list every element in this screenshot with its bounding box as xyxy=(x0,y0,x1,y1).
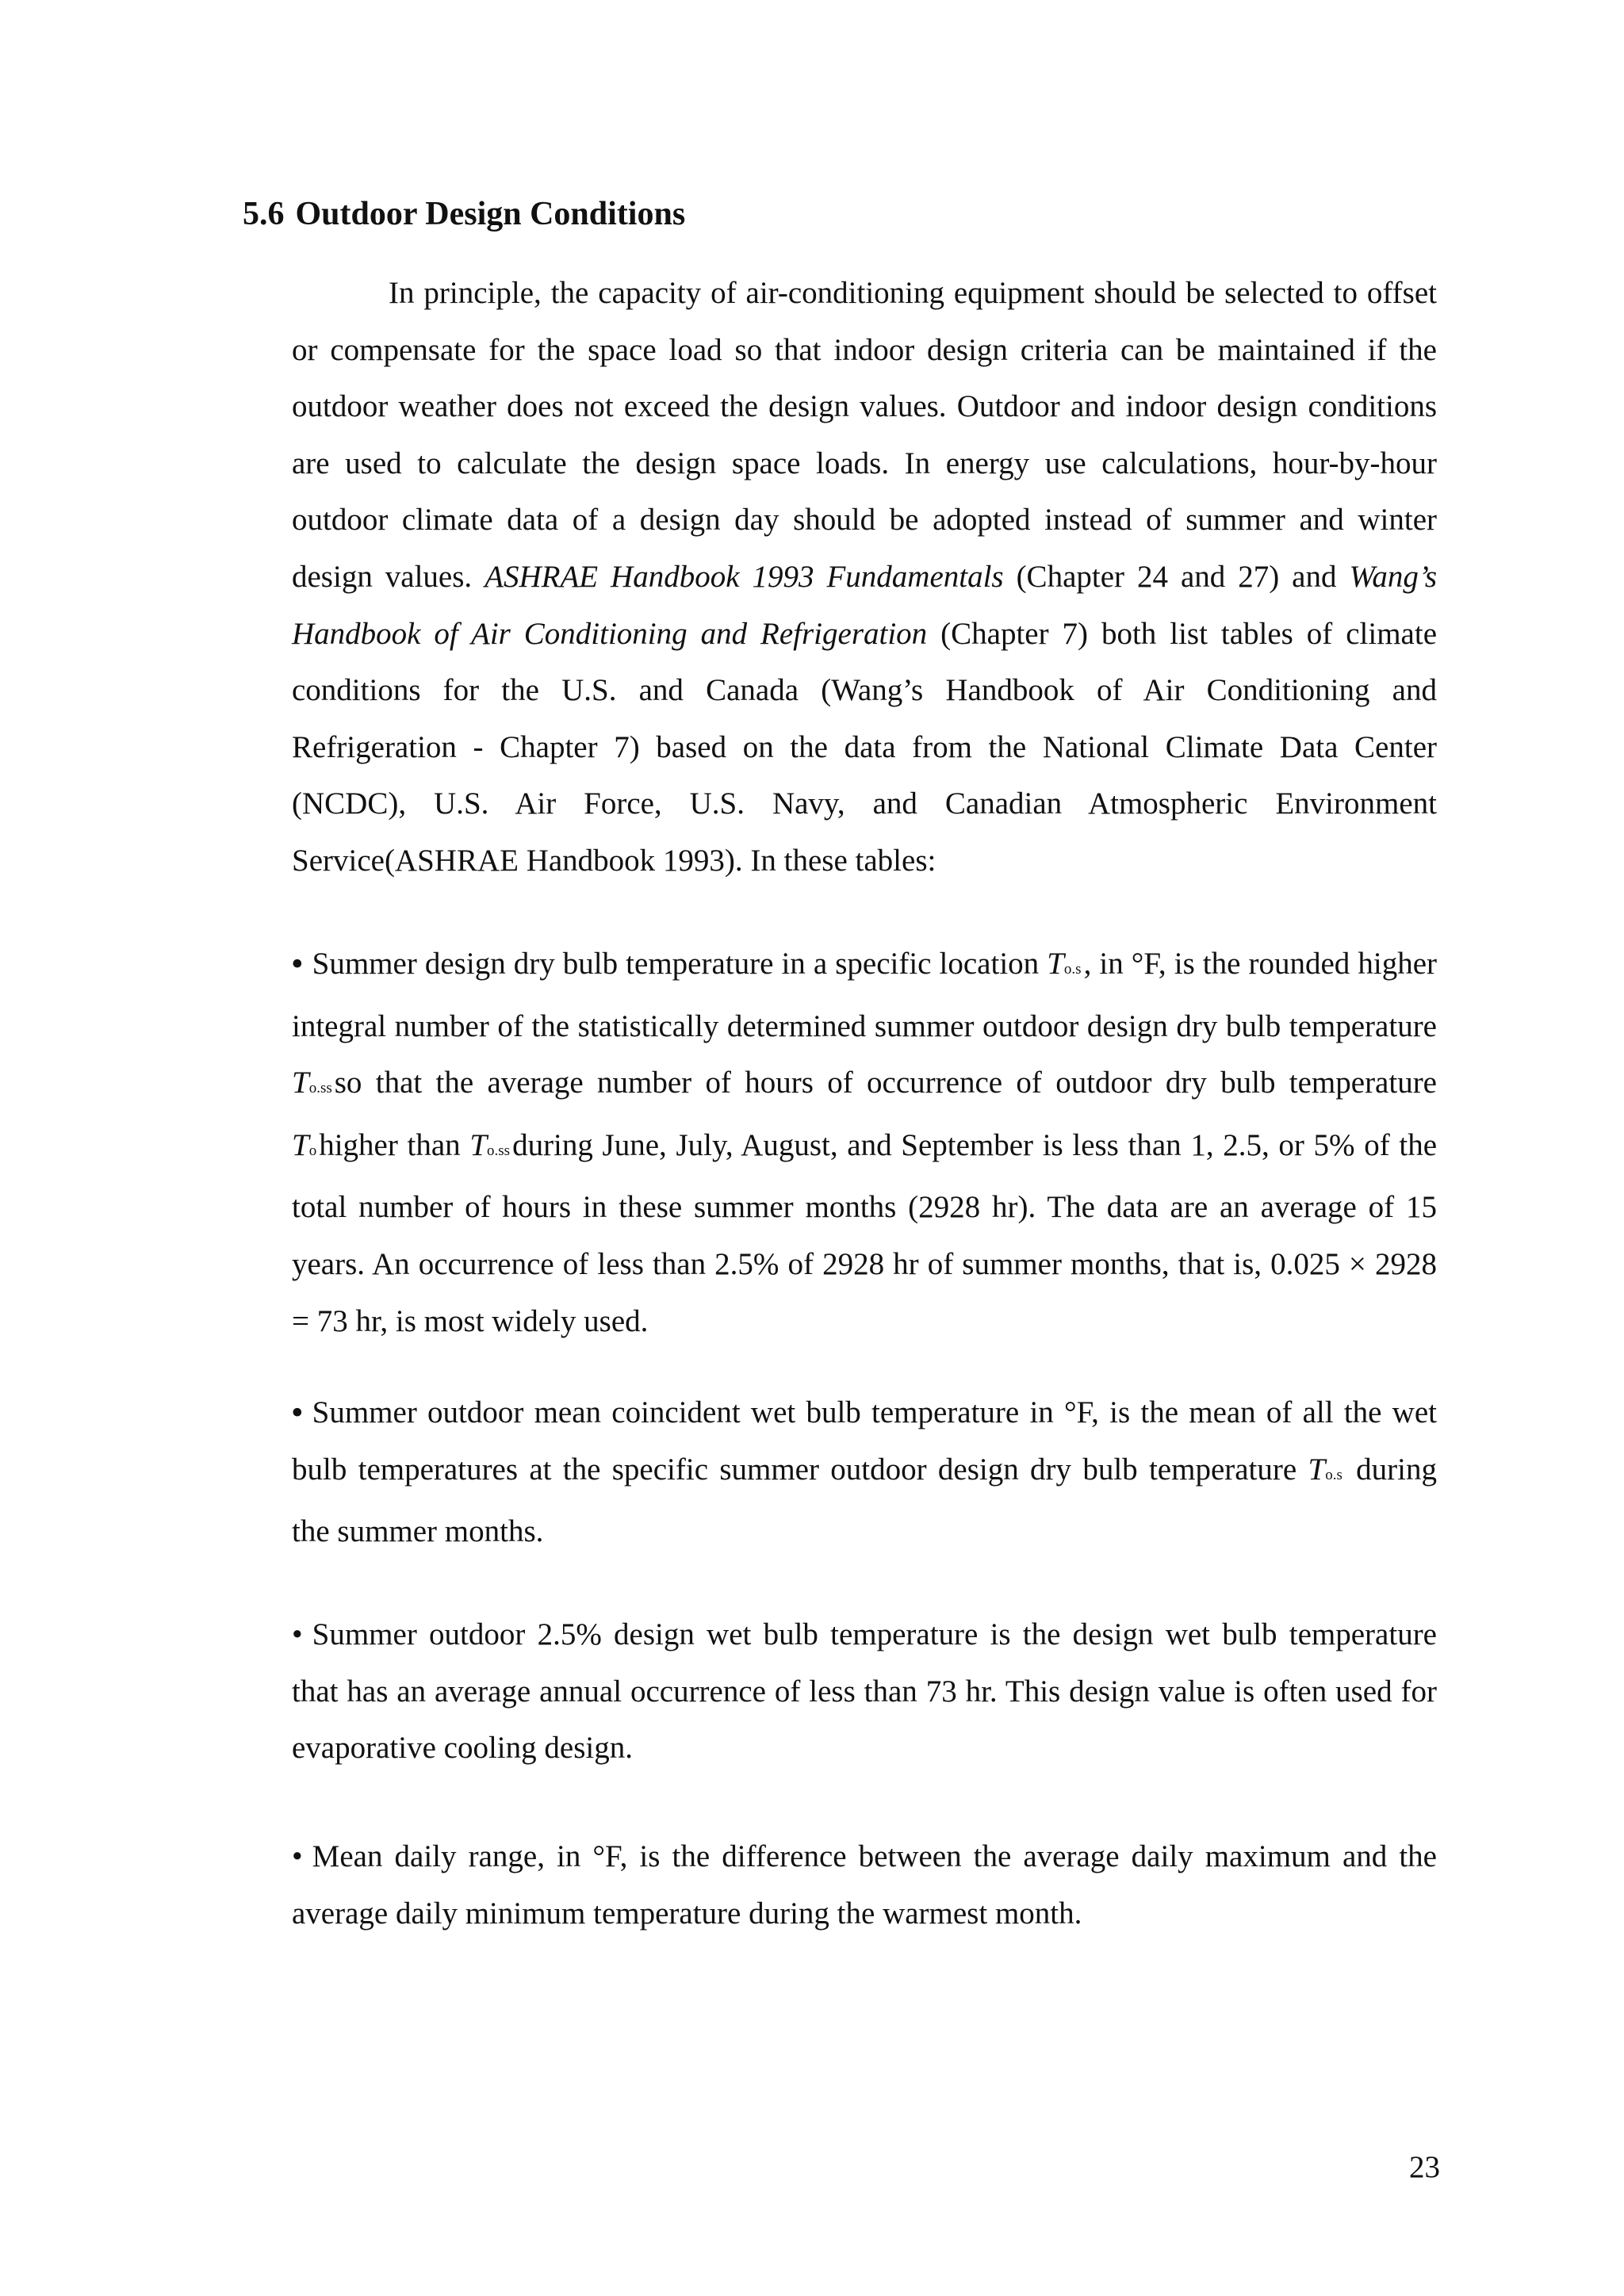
variable-symbol: T xyxy=(469,1127,488,1162)
bullet-mean-coincident-wet-bulb xyxy=(292,1384,1437,1560)
section-heading xyxy=(243,192,685,236)
variable-symbol: T xyxy=(292,1127,309,1162)
bullet-text: Summer outdoor 2.5% design wet bulb temperature is the design wet bulb temperature that has an average annual occurrence of less than 73 hr. This design value is often used for evaporative cooling design. xyxy=(292,1617,1437,1766)
bullet-text: during June, July, August, and September is less than 1, 2.5, or 5% of the total number of hours in these summer months (2928 hr). The data are an average of 15 years. An occurrence of less than 2.5% of 2928 hr of summer months, that is, 0.025 × 2928 = 73 hr, is most widely used. xyxy=(292,1127,1438,1338)
bullet-mean-daily-range xyxy=(292,1828,1437,1942)
bullet-design-wet-bulb xyxy=(292,1606,1437,1777)
intro-paragraph xyxy=(292,265,1437,890)
variable-symbol: T xyxy=(292,1066,309,1100)
reference-ashrae-handbook: ASHRAE Handbook 1993 Fundamentals xyxy=(485,559,1004,594)
bullet-marker: • xyxy=(292,1617,303,1651)
variable-symbol: T xyxy=(1047,947,1064,981)
bullet-text: higher than xyxy=(319,1127,470,1162)
intro-text-1: In principle, the capacity of air-conditioning equipment should be selected to offset or compensate for the space load so that indoor design criteria can be maintained if the outdoor weather does not exceed the design values. Outdoor and indoor design conditions are used to calculate the design space loads. In energy use calculations, hour-by-hour outdoor climate data of a design day should be adopted instead of summer and winter design values. xyxy=(292,276,1437,594)
intro-text-3: (Chapter 7) both list tables of climate conditions for the U.S. and Canada (Wang’s Handbook of Air Conditioning and Refrigeration - Chapter 7) based on the data from the National Climate Data Center (NCDC), U.S. Air Force, U.S. Navy, and Canadian Atmospheric Environment Service(ASHRAE Handbook 1993). In these tables: xyxy=(292,616,1437,878)
bullet-summer-dry-bulb xyxy=(292,936,1437,1349)
bullet-text: Summer outdoor mean coincident wet bulb temperature in °F, is the mean of all the wet bulb temperatures at the specific summer outdoor design dry bulb temperature xyxy=(292,1395,1437,1487)
variable-subscript: o xyxy=(308,1142,317,1159)
variable-subscript: o.ss xyxy=(487,1142,511,1159)
bullet-text: Summer design dry bulb temperature in a specific location xyxy=(312,947,1048,981)
variable-symbol: T xyxy=(1308,1452,1326,1487)
bullet-marker: • xyxy=(292,1839,303,1873)
reference-wang-handbook: Wang’s Handbook of Air Conditioning and Refrigeration xyxy=(292,559,1437,651)
bullet-marker: • xyxy=(292,947,303,981)
section-number: 5.6 xyxy=(243,196,285,232)
variable-subscript: o.s xyxy=(1063,961,1082,978)
page-number: 23 xyxy=(1409,2150,1440,2184)
bullet-text: during the summer months. xyxy=(292,1452,1437,1549)
bullet-marker: • xyxy=(292,1395,303,1429)
bullet-text: , in °F, is the rounded higher integral number of the statistically determined summer outdoor design dry bulb temperature xyxy=(292,947,1437,1043)
variable-subscript: o.ss xyxy=(308,1080,332,1097)
bullet-text: Mean daily range, in °F, is the difference between the average daily maximum and the average daily minimum temperature during the warmest month. xyxy=(292,1839,1437,1931)
intro-text-2: (Chapter 24 and 27) and xyxy=(1003,559,1350,594)
bullet-text: so that the average number of hours of occurrence of outdoor dry bulb temperature xyxy=(334,1066,1437,1100)
section-title: Outdoor Design Conditions xyxy=(295,196,686,232)
variable-subscript: o.s xyxy=(1325,1466,1342,1483)
